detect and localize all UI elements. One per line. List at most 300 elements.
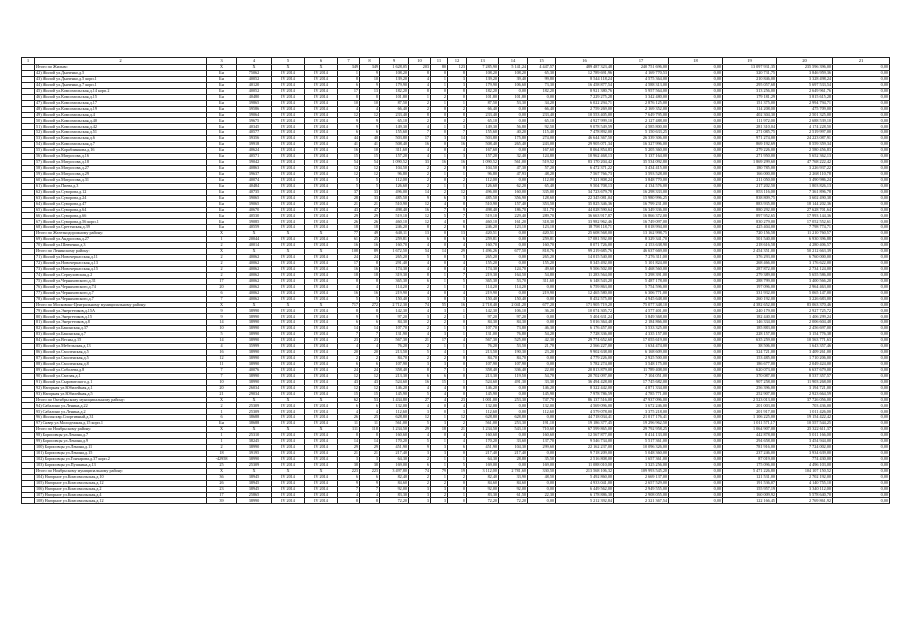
table-cell: 213,50 [467, 350, 499, 356]
table-cell: 36 494 428,00 [556, 379, 614, 385]
object-name-cell: 51) Жилой ул.Комсомольская,д.42 [35, 124, 207, 130]
table-cell: 0,00 [528, 355, 556, 361]
table-cell: IV 2014 [272, 112, 305, 118]
table-cell: 0,00 [833, 439, 890, 445]
table-cell: IV 2014 [272, 118, 305, 124]
table-cell: 38990 [237, 338, 272, 344]
table-cell: 265,20 [380, 255, 409, 261]
table-cell: 1 [448, 326, 467, 332]
table-cell: 6 [207, 415, 237, 421]
table-cell: 1 [431, 415, 448, 421]
table-cell: 2 712,30 [380, 302, 409, 308]
table-cell: 40074 [237, 177, 272, 183]
table-cell: 356,90 [499, 195, 528, 201]
table-cell: 8 [448, 219, 467, 225]
table-cell: 15 [338, 391, 360, 397]
table-cell: 1 [431, 326, 448, 332]
table-cell: 2 [207, 403, 237, 409]
table-cell: 40062 [237, 255, 272, 261]
table-cell: IV 2014 [272, 136, 305, 142]
table-cell: 720 156,58 [723, 231, 777, 237]
table-cell: Бн [207, 142, 237, 148]
table-cell: IV 2014 [305, 94, 338, 100]
table-cell: 28,80 [499, 456, 528, 462]
table-cell: 17 [409, 136, 431, 142]
table-cell: 0,00 [833, 88, 890, 94]
table-cell: 40863 [237, 165, 272, 171]
table-cell: 9 [207, 308, 237, 314]
table-cell: 8 018 994,00 [614, 225, 669, 231]
table-cell: 29 [360, 445, 380, 451]
table-cell: 112,00 [528, 177, 556, 183]
table-cell: 83,30 [380, 492, 409, 498]
table-cell: 0,00 [833, 326, 890, 332]
table-cell: 0,00 [833, 112, 890, 118]
table-cell: 7 649 795,00 [614, 112, 669, 118]
table-cell: IV 2014 [272, 76, 305, 82]
table-cell: 46 637 669,00 [614, 249, 669, 255]
object-name-cell: 58) Жилой ул.Матросова,д.27 [35, 165, 207, 171]
table-cell: 79 [431, 468, 448, 474]
table-cell: 0,00 [669, 296, 723, 302]
table-cell: IV 2014 [305, 439, 338, 445]
table-cell: 13 097 931,35 [723, 65, 777, 71]
table-cell: X [305, 397, 338, 403]
table-cell: 73,80 [499, 326, 528, 332]
table-cell: 0,00 [833, 278, 890, 284]
table-cell: 3 434 415,00 [614, 165, 669, 171]
table-cell: IV 2014 [305, 76, 338, 82]
table-cell: 0,00 [833, 118, 890, 124]
table-cell: 25 [360, 237, 380, 243]
table-cell: 101,80 [499, 94, 528, 100]
table-cell: 525,00 [499, 338, 528, 344]
object-name-cell: Итого по Ноябрьскому району: [35, 427, 207, 433]
table-cell: 2 516 808,00 [556, 456, 614, 462]
table-cell: 25309 [237, 409, 272, 415]
table-cell: 38990 [237, 379, 272, 385]
table-cell: 157,40 [499, 201, 528, 207]
object-name-cell: 76) Жилой ул.Черняховского,д.74 [35, 284, 207, 290]
table-cell: 155,60 [467, 130, 499, 136]
table-cell: 7 [409, 130, 431, 136]
table-cell: 8 [360, 308, 380, 314]
table-cell: 109 993 545,20 [614, 468, 669, 474]
table-cell: 7 724 002,00 [777, 445, 833, 451]
table-cell: 80 [431, 65, 448, 71]
column-number-cell: 20 [777, 58, 833, 65]
table-cell: 0,00 [833, 344, 890, 350]
table-cell: 23 [207, 486, 237, 492]
table-cell: 132,00 [467, 403, 499, 409]
table-cell: 11 789 408,00 [614, 367, 669, 373]
table-cell: 16 [360, 266, 380, 272]
table-cell: 567,30 [467, 338, 499, 344]
table-cell: IV 2014 [272, 367, 305, 373]
table-cell: 259,81 [380, 237, 409, 243]
table-cell: 25 [360, 415, 380, 421]
table-cell: 240 751 696,00 [614, 65, 669, 71]
table-cell: 19 296 962,50 [614, 421, 669, 427]
table-cell: 12 [338, 373, 360, 379]
table-cell: 191,10 [528, 421, 556, 427]
table-cell: IV 2014 [272, 189, 305, 195]
table-cell: 5 652 362,13 [777, 154, 833, 160]
table-cell: 2 [207, 243, 237, 249]
table-cell: IV 2014 [272, 415, 305, 421]
table-cell: 5 [207, 332, 237, 338]
table-cell: 0,00 [833, 82, 890, 88]
table-cell: 635 259,00 [723, 338, 777, 344]
table-cell: 3 [360, 456, 380, 462]
table-cell: 1 803 826,13 [777, 183, 833, 189]
table-cell: 1 001,00 [467, 397, 499, 403]
object-name-cell: 74) Жилой ул.Серпуховская,д.2 [35, 272, 207, 278]
table-cell: 38990 [237, 326, 272, 332]
table-cell: 311,60 [528, 278, 556, 284]
table-cell: 40670 [237, 207, 272, 213]
table-cell: 0,00 [833, 213, 890, 219]
table-cell: 23 [360, 338, 380, 344]
table-cell: 2 [431, 480, 448, 486]
table-cell: 0,00 [833, 65, 890, 71]
table-cell: 233,40 [467, 112, 499, 118]
table-cell: Бн [207, 189, 237, 195]
table-cell: Бн [207, 219, 237, 225]
table-cell: 0,00 [499, 433, 528, 439]
table-cell: 20 813 879,00 [556, 367, 614, 373]
table-cell: 13 162 998,75 [614, 231, 669, 237]
table-cell: 1 [431, 456, 448, 462]
table-cell: 376 293,00 [723, 255, 777, 261]
table-cell: 54,70 [528, 373, 556, 379]
table-cell: 0 [448, 385, 467, 391]
table-cell: 155,60 [380, 130, 409, 136]
table-cell: 5 471 226,80 [723, 468, 777, 474]
table-cell: 5 754 596,00 [614, 284, 669, 290]
table-cell: IV 2014 [305, 177, 338, 183]
table-cell: 29034 [237, 391, 272, 397]
table-cell: 0,00 [669, 450, 723, 456]
table-cell: 4 [448, 266, 467, 272]
table-cell: 38 [338, 462, 360, 468]
table-cell: 0,00 [669, 100, 723, 106]
table-cell: 13 [409, 231, 431, 237]
table-cell: 253,30 [499, 421, 528, 427]
object-name-cell: 64) Жилой ул.Суворова,д.47 [35, 201, 207, 207]
object-name-cell: 99) Борисовцы ул.Ленина,д.9 [35, 439, 207, 445]
table-cell: IV 2014 [272, 332, 305, 338]
object-name-cell: 52) Жилой ул.Комсомольская,д.51 [35, 130, 207, 136]
table-cell: 53 [360, 397, 380, 403]
table-cell: 5 [338, 296, 360, 302]
table-cell: 0,00 [499, 409, 528, 415]
table-cell: 294 658,00 [723, 439, 777, 445]
table-cell: 640,11 [380, 231, 409, 237]
table-cell: 1 011 426,00 [777, 409, 833, 415]
table-cell: 3 846 959,36 [777, 70, 833, 76]
table-cell: 0,00 [833, 397, 890, 403]
table-cell: 1 [448, 332, 467, 338]
table-cell: 10 [338, 100, 360, 106]
table-cell: 1 634 474,00 [614, 344, 669, 350]
table-cell: 38945 [237, 486, 272, 492]
table-cell: 4 [360, 492, 380, 498]
table-cell: 3 342 480,00 [614, 94, 669, 100]
table-cell: 54 [338, 160, 360, 166]
table-cell: 18 [360, 225, 380, 231]
table-cell: 4 280 406,57 [777, 243, 833, 249]
table-cell: 4 140 755,10 [777, 480, 833, 486]
column-number-cell: 5 [272, 58, 305, 65]
table-cell: 18 [431, 427, 448, 433]
table-cell: 3 [431, 445, 448, 451]
table-cell: 16 [448, 142, 467, 148]
table-cell: 2 [409, 106, 431, 112]
table-cell: 252 907,00 [723, 391, 777, 397]
table-cell: 0,00 [499, 260, 528, 266]
table-cell: 107,90 [380, 361, 409, 367]
table-cell: 180 785,00 [723, 165, 777, 171]
table-cell: 201 917,00 [723, 409, 777, 415]
table-cell: 0,00 [833, 165, 890, 171]
table-cell: 2 041,20 [499, 302, 528, 308]
table-cell: 0,00 [669, 397, 723, 403]
table-cell: IV 2014 [305, 361, 338, 367]
object-name-cell: 83) Жилой ул.Бакинская,д.7 [35, 332, 207, 338]
table-cell: IV 2014 [305, 118, 338, 124]
table-cell: 2 [431, 492, 448, 498]
table-cell: 10 [360, 100, 380, 106]
table-cell: 0,00 [669, 160, 723, 166]
table-cell: 1 869 299,60 [723, 160, 777, 166]
table-cell: IV 2014 [305, 326, 338, 332]
table-cell: 1 [448, 492, 467, 498]
table-cell: 39085 [237, 219, 272, 225]
table-cell: IV 2014 [305, 474, 338, 480]
table-cell: 0,00 [833, 201, 890, 207]
table-cell: 6 [338, 361, 360, 367]
table-cell: 4 [360, 284, 380, 290]
table-cell: 1 [431, 284, 448, 290]
table-cell: 0,00 [499, 88, 528, 94]
table-cell: 5 101 824,00 [614, 260, 669, 266]
table-cell: 16 [431, 160, 448, 166]
table-cell: 17 [338, 260, 360, 266]
table-cell: 4 [338, 492, 360, 498]
table-cell: 4 [409, 332, 431, 338]
table-cell: 169,00 [467, 462, 499, 468]
table-cell: 2 [431, 225, 448, 231]
table-cell: 3 [409, 409, 431, 415]
table-cell: 6 [338, 403, 360, 409]
table-cell: 128,60 [528, 195, 556, 201]
table-cell: 0,00 [669, 225, 723, 231]
table-cell: 567,30 [380, 338, 409, 344]
table-cell: IV 2014 [272, 338, 305, 344]
object-name-cell: 104) Нагорное ул.Комсомольская,д.10 [35, 474, 207, 480]
object-name-cell: 65) Жилой ул.Суворова,д.64 [35, 207, 207, 213]
table-cell: 25 [207, 462, 237, 468]
table-cell: 2 649 961,76 [777, 88, 833, 94]
table-cell: 2 [338, 355, 360, 361]
table-cell: Бн [207, 201, 237, 207]
table-cell: 7 978 786,59 [556, 391, 614, 397]
table-cell: 233,40 [528, 112, 556, 118]
table-cell: 66,40 [380, 106, 409, 112]
table-cell: 203 [409, 65, 431, 71]
table-cell: 29 [338, 213, 360, 219]
table-cell: 2 [207, 266, 237, 272]
table-cell: IV 2014 [272, 171, 305, 177]
table-cell: IV 2014 [272, 462, 305, 468]
table-cell: 0,00 [833, 462, 890, 468]
table-cell: 10 553 405,00 [556, 112, 614, 118]
table-cell: 3 815 615,28 [777, 94, 833, 100]
table-cell: 5 150 633,25 [614, 130, 669, 136]
table-cell: Бн [207, 130, 237, 136]
table-cell: IV 2014 [305, 201, 338, 207]
table-cell: 496,00 [467, 189, 499, 195]
table-cell: 3 340 112,00 [777, 486, 833, 492]
column-number-cell: 2 [35, 58, 207, 65]
table-cell: 4 [338, 284, 360, 290]
table-cell: 5 957 564,00 [614, 88, 669, 94]
table-cell: 8 [409, 112, 431, 118]
table-cell: 37 726 056,00 [777, 397, 833, 403]
table-cell: 0,00 [669, 148, 723, 154]
table-cell: 561,00 [380, 421, 409, 427]
table-cell: 12 567 877,00 [556, 433, 614, 439]
table-cell: 11 [338, 421, 360, 427]
table-cell: IV 2014 [272, 474, 305, 480]
table-cell: IV 2014 [272, 260, 305, 266]
table-cell: X [237, 65, 272, 71]
table-cell: 0,00 [669, 456, 723, 462]
object-name-cell: Итого по Ленинскому району: [35, 249, 207, 255]
table-cell: 40 [360, 136, 380, 142]
table-cell: 40559 [237, 225, 272, 231]
table-cell: 155,20 [528, 260, 556, 266]
table-cell: 186 677,00 [723, 361, 777, 367]
table-cell: 9 [360, 314, 380, 320]
table-cell: 0,00 [669, 338, 723, 344]
table-cell: IV 2014 [272, 219, 305, 225]
table-cell: 15 [338, 154, 360, 160]
table-cell: 17 993 144,36 [777, 213, 833, 219]
table-cell: 3 [431, 450, 448, 456]
table-cell: 3 [409, 492, 431, 498]
table-cell: 65,40 [528, 183, 556, 189]
table-cell: 9 506 502,00 [556, 266, 614, 272]
table-cell: Бн [207, 112, 237, 118]
table-cell: 114,20 [380, 284, 409, 290]
table-cell: 12 [360, 373, 380, 379]
table-cell: 0,00 [833, 225, 890, 231]
table-cell: 2 [409, 326, 431, 332]
table-cell: 2 [431, 189, 448, 195]
table-cell: 2 964 463,00 [777, 284, 833, 290]
table-cell: 628,80 [380, 415, 409, 421]
table-cell: 489 487 323,48 [556, 65, 614, 71]
table-cell: 65,10 [467, 118, 499, 124]
table-cell: 0,00 [669, 474, 723, 480]
table-cell: 35999 [237, 344, 272, 350]
table-cell: 1 090,52 [380, 160, 409, 166]
table-cell: 10 074 305,72 [556, 308, 614, 314]
table-cell: 61,50 [499, 492, 528, 498]
table-cell: 166 000,00 [723, 171, 777, 177]
table-cell: 8 [409, 367, 431, 373]
table-cell: 14 [448, 136, 467, 142]
table-cell: 54,80 [528, 272, 556, 278]
column-number-cell: 18 [669, 58, 723, 65]
table-cell: 40577 [237, 130, 272, 136]
table-cell: IV 2014 [305, 320, 338, 326]
table-cell: 2 [448, 421, 467, 427]
table-cell: 425 404,00 [723, 225, 777, 231]
table-cell: 9 [360, 480, 380, 486]
table-cell: 43 [338, 207, 360, 213]
table-cell: 0,00 [669, 439, 723, 445]
table-cell: 2 268 110,78 [777, 171, 833, 177]
table-cell: 0,00 [669, 195, 723, 201]
table-cell: IV 2014 [305, 189, 338, 195]
table-cell: 1 [448, 308, 467, 314]
table-cell: 6 [448, 225, 467, 231]
table-cell: 1 [448, 367, 467, 373]
object-name-cell: 61) Жилой ул.Пиева,д.3 [35, 183, 207, 189]
table-cell: 628,80 [499, 415, 528, 421]
table-cell: 1 011 571,17 [723, 421, 777, 427]
table-cell: 246,20 [380, 225, 409, 231]
column-number-cell: 10 [409, 58, 431, 65]
table-cell: IV 2014 [305, 278, 338, 284]
table-cell: 838 809,75 [723, 195, 777, 201]
table-cell: 3 [431, 421, 448, 427]
table-cell: 0,00 [833, 272, 890, 278]
table-cell: 18 [338, 272, 360, 278]
table-cell: 0,00 [669, 94, 723, 100]
table-cell: 0,00 [669, 468, 723, 474]
table-cell: 0 [431, 433, 448, 439]
table-cell: 73,30 [528, 82, 556, 88]
table-cell: 96,80 [467, 171, 499, 177]
table-cell: 4 [448, 433, 467, 439]
table-body [22, 58, 890, 504]
table-cell: 38990 [237, 355, 272, 361]
table-cell: 420,51 [467, 231, 499, 237]
table-cell: 240 179,00 [723, 308, 777, 314]
table-cell: 10 [360, 76, 380, 82]
table-cell: 2 [431, 94, 448, 100]
table-cell: 9 902 638,00 [556, 350, 614, 356]
table-cell: 87,50 [467, 100, 499, 106]
table-cell: 16 749 097,00 [614, 219, 669, 225]
table-cell: 7 728 336,00 [556, 332, 614, 338]
table-cell: IV 2014 [272, 160, 305, 166]
object-name-cell: 95) Сабалино ул.Ленина,д.2 [35, 409, 207, 415]
table-cell: 1 [448, 456, 467, 462]
table-cell: 40052 [237, 76, 272, 82]
table-cell: 16 [338, 148, 360, 154]
table-cell: 0,00 [528, 284, 556, 290]
table-cell: 4 [448, 403, 467, 409]
table-cell: 0,00 [833, 427, 890, 433]
table-cell: 160,70 [528, 243, 556, 249]
table-cell: 3 [431, 136, 448, 142]
object-name-cell: 90) Жилой ул.Смелая,д.1 [35, 373, 207, 379]
